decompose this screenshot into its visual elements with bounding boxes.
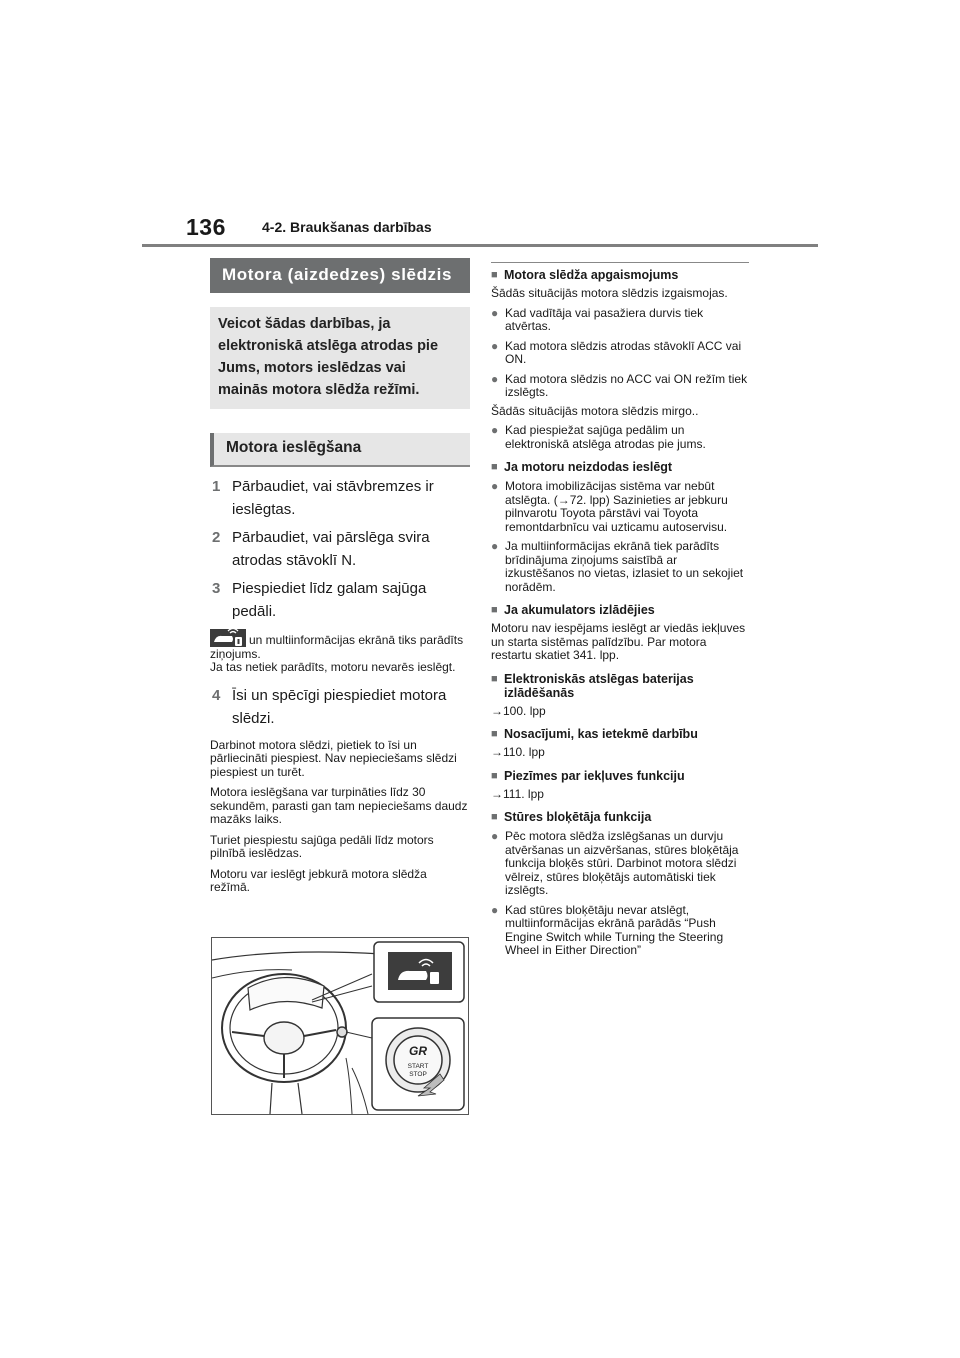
bullet-item: ● Kad motora slēdzis atrodas stāvoklī ACC vai ON. — [491, 338, 742, 366]
section-heading: ■ Nosacījumi, kas ietekmē darbību — [491, 727, 698, 741]
step-item — [210, 475, 470, 521]
paragraph: Darbinot motora slēdzi, pietiek to īsi un pārliecināti piespiest. Nav nepieciešams slēdzi piespiest un turēt. — [210, 737, 457, 779]
step-note — [210, 629, 470, 675]
bullet-item: ● Kad piespiežat sajūga pedālim un elektroniskā atslēga atrodas pie jums. — [491, 423, 706, 451]
button-logo-text: GR — [409, 1044, 427, 1058]
page-title: Motora (aizdedzes) slēdzis — [210, 258, 470, 293]
bullet-item: ● Ja multiinformācijas ekrānā tiek parādīts brīdinājuma ziņojums saistībā ar izkustēšanos no vietas, izlasiet to un sekojiet norādēm. — [491, 539, 744, 594]
paragraph: Motoru var ieslēgt jebkurā motora slēdža režīmā. — [210, 866, 427, 894]
bullet-item: ● Pēc motora slēdža izslēgšanas un durvju atvēršanas un aizvēršanas, stūres bloķētāja funkcija bloķēs stūri. Darbinot motora slēdzi vēlreiz, stūres bloķētājs automātiski tiek izslēgts. — [491, 829, 739, 897]
page-reference: →111. lpp — [491, 786, 544, 801]
step-text: Īsi un spēcīgi piespiediet motora slēdzi. — [232, 686, 447, 727]
page-number: 136 — [186, 214, 226, 240]
button-start-label: START — [407, 1063, 429, 1070]
page-reference: →110. lpp — [491, 745, 545, 759]
section-heading: ■ Piezīmes par iekļuves funkciju — [491, 768, 685, 783]
paragraph: Motora ieslēgšana var turpināties līdz 30 sekundēm, parasti gan tam nepieciešams daudz mazāks laiks. — [210, 785, 468, 826]
button-stop-label: STOP — [409, 1071, 427, 1078]
right-rule — [491, 262, 749, 263]
subheading-engine-start: Motora ieslēgšana — [210, 433, 470, 467]
note-text-2: Ja tas netiek parādīts, motoru nevarēs ieslēgt. — [210, 660, 456, 674]
step-text: Pārbaudiet, vai stāvbremzes ir ieslēgtas. — [232, 478, 434, 518]
step-number: 1 — [212, 478, 221, 495]
section-heading: ■ Stūres bloķētāja funkcija — [491, 810, 652, 824]
section-text: Šādās situācijās motora slēdzis izgaismojas. — [491, 286, 728, 300]
section-heading: ■ Ja motoru neizdodas ieslēgt — [491, 460, 673, 474]
paragraph: Turiet piespiestu sajūga pedāli līdz motors pilnībā ieslēdzas. — [210, 832, 434, 860]
step-item — [210, 577, 470, 623]
step-number: 4 — [212, 686, 221, 704]
step-item — [210, 526, 470, 572]
steps-list — [210, 475, 470, 623]
section-heading: ■ Ja akumulators izlādējies — [491, 603, 655, 617]
step-number: 2 — [212, 529, 221, 546]
engine-switch-illustration — [211, 937, 469, 1115]
header-rule — [142, 244, 818, 247]
intro-box: Veicot šādas darbības, ja elektroniskā atslēga atrodas pie Jums, motors ieslēdzas vai mainās motora slēdža režīmi. — [210, 307, 470, 409]
note-text: un multiinformācijas ekrānā tiks parādīts ziņojums. — [210, 633, 464, 661]
section-heading: ■ Elektroniskās atslēgas baterijas izlādēšanās — [491, 671, 694, 700]
step-text: Piespiediet līdz galam sajūga pedāli. — [232, 580, 427, 620]
bullet-item: ● Kad stūres bloķētāju nevar atslēgt, multiinformācijas ekrānā parādās “Push Engine Switch while Turning the Steering Wheel in Either Direction” — [491, 902, 724, 957]
page-reference: →100. lpp — [491, 703, 546, 718]
bullet-item: ● Kad vadītāja vai pasažiera durvis tiek atvērtas. — [491, 305, 704, 333]
section-text: Motoru nav iespējams ieslēgt ar viedās iekļuves un starta sistēmas palīdzību. Par motora restartu skatiet 341. lpp. — [491, 621, 746, 662]
section-title: 4-2. Braukšanas darbības — [262, 219, 432, 235]
right-column — [491, 262, 749, 958]
left-column — [210, 258, 470, 895]
bullet-item: ● Kad motora slēdzis no ACC vai ON režīm tiek izslēgts. — [491, 371, 748, 399]
step-item — [210, 684, 470, 730]
step-number: 3 — [212, 580, 221, 597]
key-indicator-icon — [210, 629, 246, 647]
step-text: Pārbaudiet, vai pārslēga svira atrodas stāvoklī N. — [232, 529, 430, 569]
section-heading: ■ Motora slēdža apgaismojums — [491, 268, 679, 282]
section-text: Šādās situācijās motora slēdzis mirgo.. — [491, 403, 699, 418]
bullet-item: ● Motora imobilizācijas sistēma var nebūt atslēgta. (→72. lpp) Sazinieties ar jebkuru pilnvarotu Toyota pārstāvi vai Toyota remontdarbnīcu vai uzticamu autoservisu. — [491, 479, 728, 534]
